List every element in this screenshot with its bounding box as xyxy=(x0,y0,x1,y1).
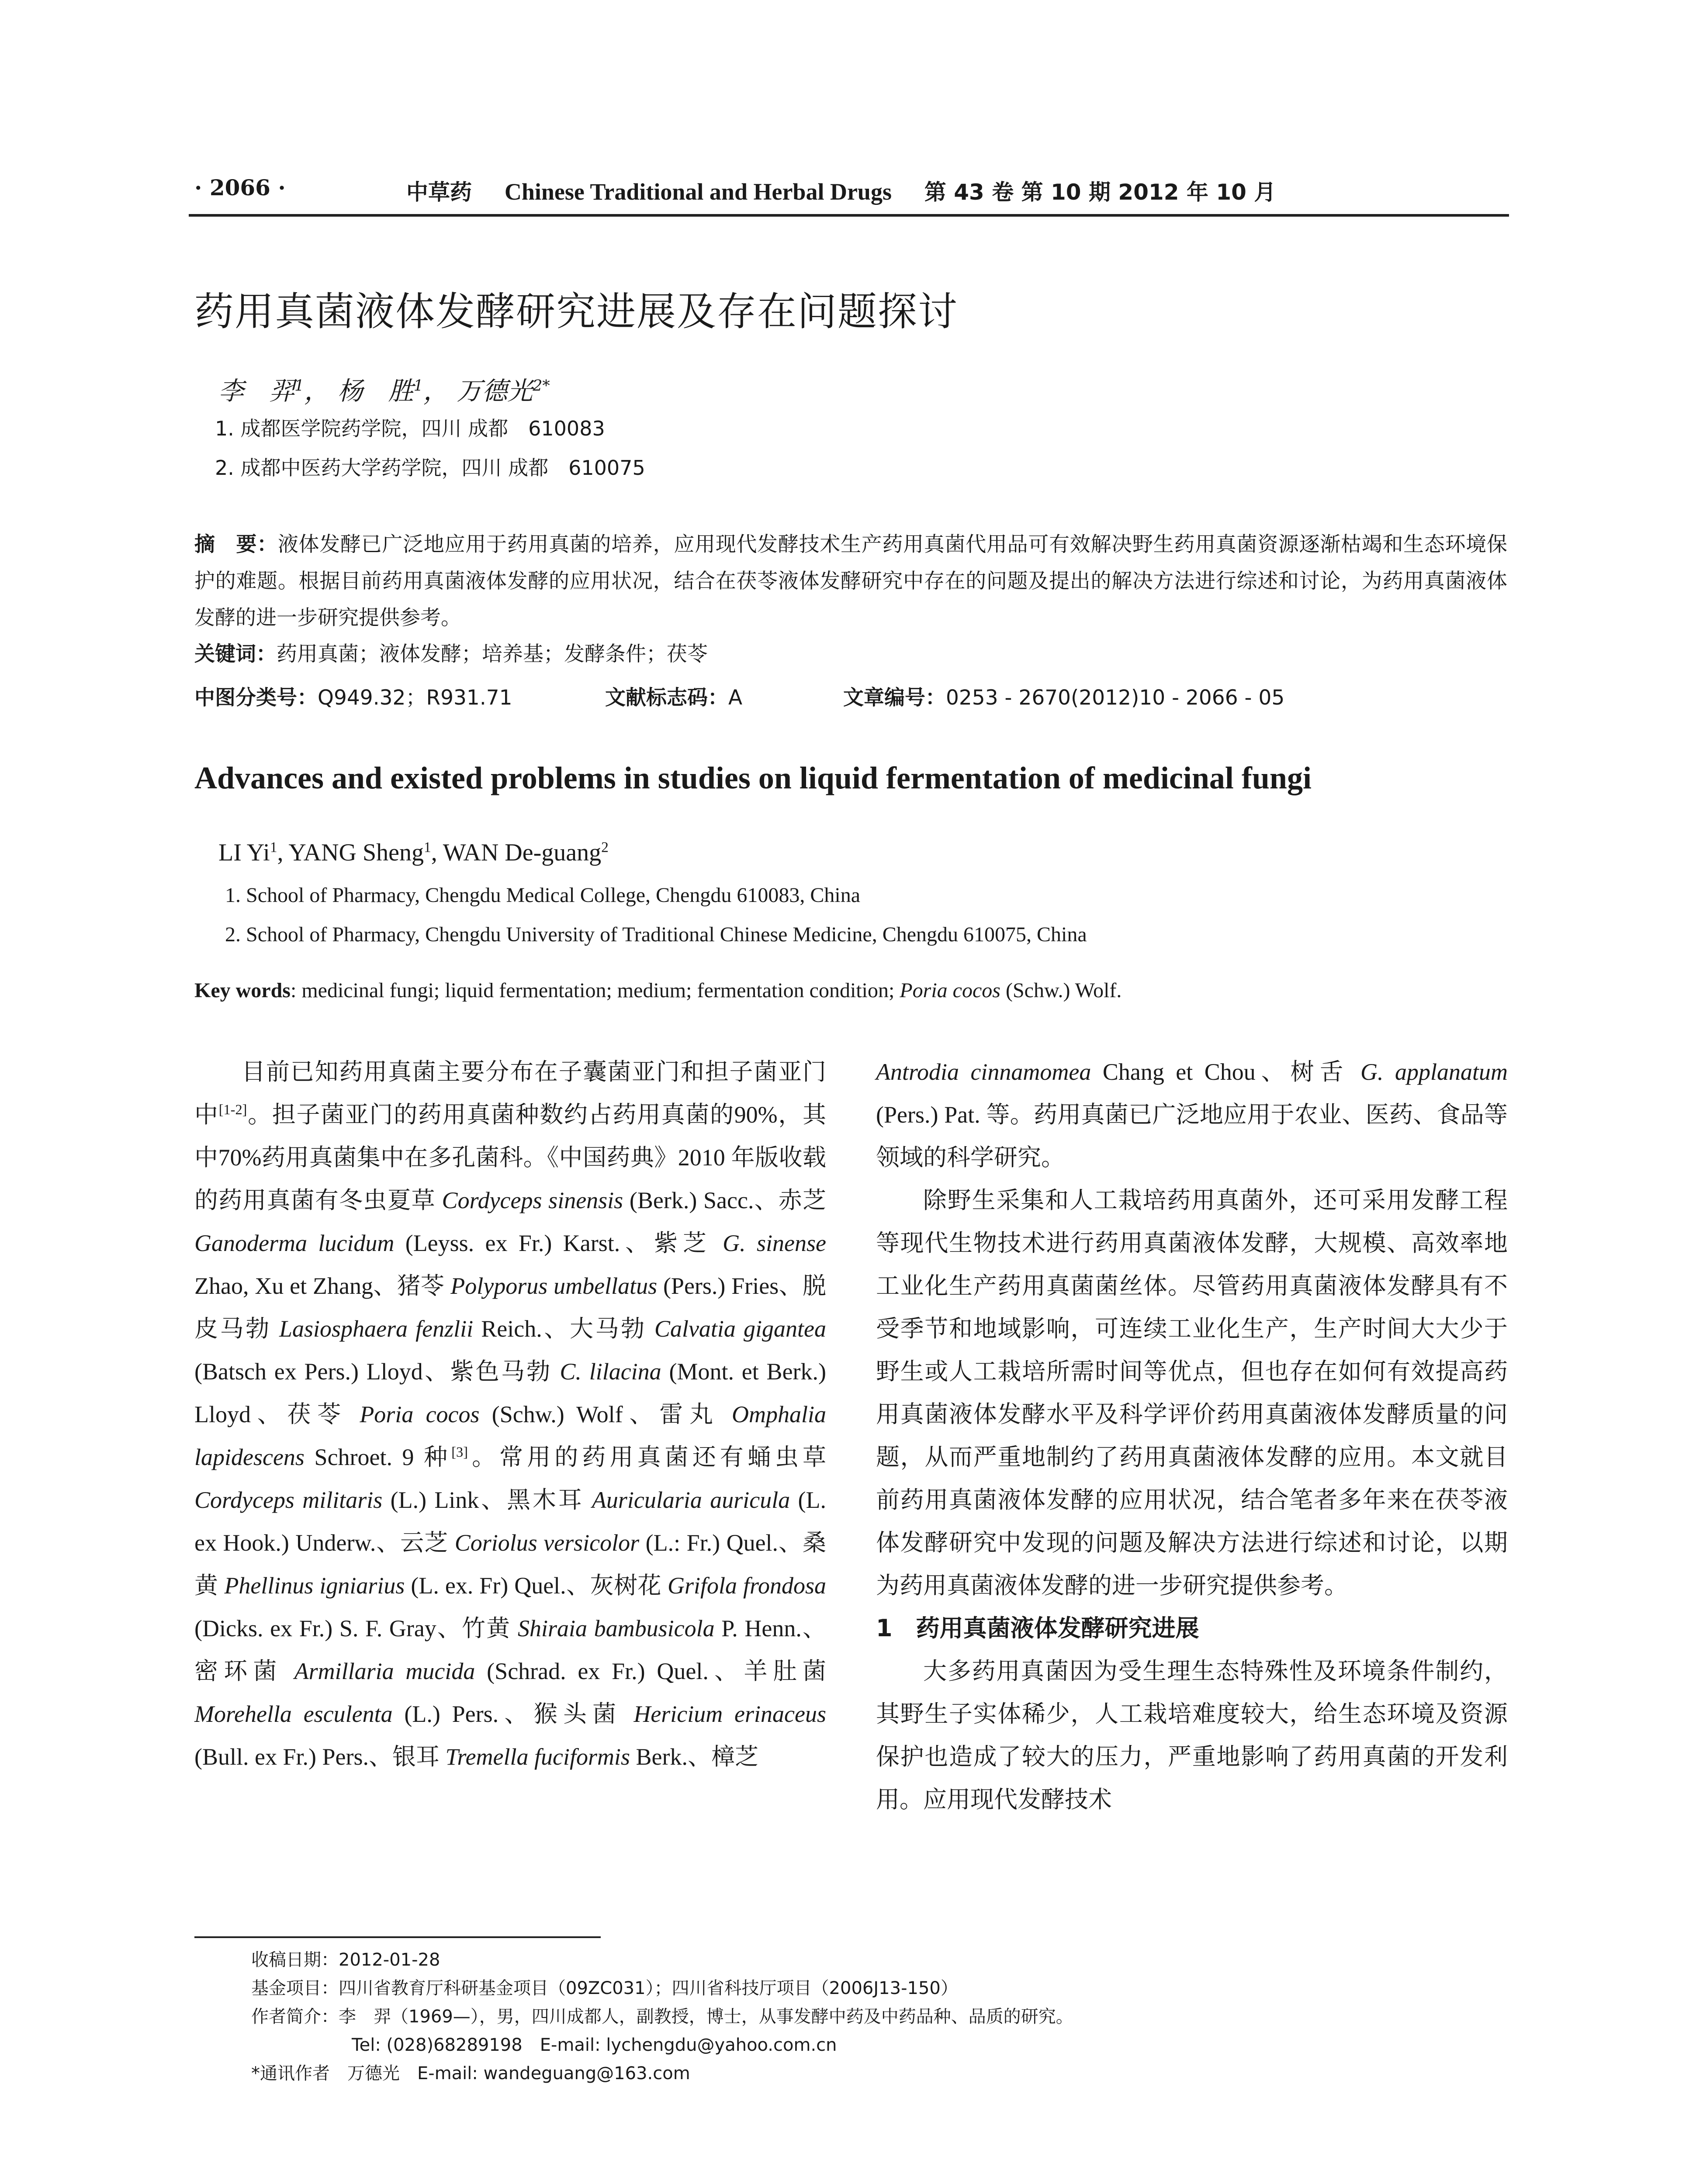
doc-value: A xyxy=(728,686,743,710)
text-run: (Pers.) Fries、脱皮马勃 xyxy=(194,1273,826,1342)
english-author: YANG Sheng xyxy=(288,839,424,866)
text-run: (Batsch ex Pers.) Lloyd、紫色马勃 xyxy=(194,1358,560,1385)
english-keywords-tail: (Schw.) Wolf. xyxy=(1000,979,1122,1002)
clc-value: Q949.32；R931.71 xyxy=(318,686,512,710)
english-author: WAN De-guang xyxy=(443,839,602,866)
footnote-rule xyxy=(194,1936,601,1938)
journal-name-en: Chinese Traditional and Herbal Drugs xyxy=(504,179,892,205)
species-name: Poria cocos xyxy=(360,1401,480,1427)
footnote-received: 收稿日期：2012-01-28 xyxy=(251,1950,440,1970)
journal-header xyxy=(406,175,1276,214)
species-name: Cordyceps sinensis xyxy=(442,1187,623,1213)
text-run: (L.: Fr.) Quel.、桑黄 xyxy=(194,1530,826,1599)
species-name: Hericium erinaceus xyxy=(633,1701,826,1727)
section-heading: 1 药用真菌液体发酵研究进展 xyxy=(876,1614,1199,1642)
species-name: Omphalia lapidescens xyxy=(194,1401,826,1470)
affiliation-2: 2. 成都中医药大学药学院，四川 成都 610075 xyxy=(215,456,645,480)
english-author-list: LI Yi$^1$, YANG Sheng$^1$, WAN De-guang$^2$ xyxy=(218,839,609,866)
keywords-text: 药用真菌；液体发酵；培养基；发酵条件；茯苓 xyxy=(277,642,708,666)
text-run: Berk.、樟芝 xyxy=(630,1744,758,1770)
english-affiliation-2: 2. School of Pharmacy, Chengdu University of Traditional Chinese Medicine, Chengdu 610075, China xyxy=(225,923,1087,946)
species-name: Polyporus umbellatus xyxy=(450,1273,658,1299)
footnote-contact: Tel: (028)68289198 E-mail: lychengdu@yahoo.com.cn xyxy=(352,2035,837,2055)
paragraph: 大多药用真菌因为受生理生态特殊性及环境条件制约，其野生子实体稀少，人工栽培难度较大，给生态环境及资源保护也造成了较大的压力，严重地影响了药用真菌的开发利用。应用现代发酵技术 xyxy=(876,1658,1508,1813)
clc-number xyxy=(194,681,512,711)
doc-label: 文献标志码： xyxy=(605,686,728,710)
keywords-cn xyxy=(194,638,708,667)
species-name: Grifola frondosa xyxy=(667,1572,826,1599)
species-name: Antrodia cinnamomea xyxy=(876,1059,1091,1085)
text-run: P. Henn.、密环菌 xyxy=(194,1615,826,1684)
species-name: Auricularia auricula xyxy=(592,1487,790,1513)
species-name: G. applanatum xyxy=(1360,1059,1508,1085)
text-run: (Dicks. ex Fr.) S. F. Gray、竹黄 xyxy=(194,1615,518,1641)
author-name: 杨 胜 xyxy=(337,376,414,406)
species-name: Phellinus igniarius xyxy=(224,1572,405,1599)
journal-issue: 第 43 卷 第 10 期 2012 年 10 月 xyxy=(924,180,1276,205)
keywords-label: 关键词： xyxy=(194,642,277,666)
footnote-bio: 作者简介：李 羿（1969—），男，四川成都人，副教授，博士，从事发酵中药及中药品种、品质的研究。 xyxy=(251,2007,1073,2027)
text-run: (L. ex. Fr) Quel.、灰树花 xyxy=(405,1572,668,1599)
species-name: C. lilacina xyxy=(560,1358,661,1385)
english-affiliation-1: 1. School of Pharmacy, Chengdu Medical College, Chengdu 610083, China xyxy=(225,884,860,907)
author-name: 李 羿 xyxy=(218,376,295,406)
author-name: 万德光 xyxy=(457,376,533,406)
affiliation-marker: 1 xyxy=(423,839,431,856)
author-list: 李 羿$^1$， 杨 胜$^1$， 万德光$^{2*}$ xyxy=(218,376,550,406)
english-author: LI Yi xyxy=(218,839,270,866)
doc-code xyxy=(605,681,742,711)
affiliation-marker: 1 xyxy=(270,839,277,856)
text-run: 。担子菌亚门的药用真菌种数约占药用真菌的90%，其中70%药用真菌集中在多孔菌科。《中国药典》2010 年版收载的药用真菌有冬虫夏草 xyxy=(194,1102,827,1213)
species-name: Lasiosphaera fenzlii xyxy=(279,1316,474,1342)
abstract-text: 液体发酵已广泛地应用于药用真菌的培养，应用现代发酵技术生产药用真菌代用品可有效解决野生药用真菌资源逐渐枯竭和生态环境保护的难题。根据目前药用真菌液体发酵的应用状况，结合在茯苓液体发酵研究中存在的问题及提出的解决方法进行综述和讨论，为药用真菌液体发酵的进一步研究提供参考。 xyxy=(194,532,1508,630)
species-name: Poria cocos xyxy=(900,979,1000,1002)
text-run: (L. ex Hook.) Underw.、云芝 xyxy=(194,1487,826,1556)
text-run: 目前已知药用真菌主要分布在子囊菌亚门和担子菌亚门中 xyxy=(194,1059,826,1128)
text-run: Chang et Chou、树舌 xyxy=(1091,1059,1361,1085)
text-run: (Bull. ex Fr.) Pers.、银耳 xyxy=(194,1744,446,1770)
page-number: · 2066 · xyxy=(194,175,286,200)
text-run: 。常用的药用真菌还有蛹虫草 xyxy=(468,1444,827,1470)
species-name: Cordyceps militaris xyxy=(194,1487,383,1513)
english-keywords xyxy=(194,978,1121,1002)
species-name: Shiraia bambusicola xyxy=(517,1615,715,1641)
citation: [3] xyxy=(451,1444,468,1460)
footnote-corresponding: *通讯作者 万德光 E-mail: wandeguang@163.com xyxy=(251,2063,690,2084)
species-name: G. sinense xyxy=(723,1230,826,1256)
text-run: Zhao, Xu et Zhang、猪苓 xyxy=(194,1273,451,1299)
article-number-value: 0253 - 2670(2012)10 - 2066 - 05 xyxy=(946,686,1285,710)
text-run: (L.) Pers.、猴头菌 xyxy=(392,1701,634,1727)
paragraph xyxy=(876,1051,1508,1179)
abstract-label: 摘 要： xyxy=(194,532,278,556)
text-run: (L.) Link、黑木耳 xyxy=(382,1487,592,1513)
article-number xyxy=(843,681,1284,711)
body-column-left xyxy=(194,1051,826,1778)
text-run: Schroet. 9 种 xyxy=(304,1444,452,1470)
paragraph: 除野生采集和人工栽培药用真菌外，还可采用发酵工程等现代生物技术进行药用真菌液体发酵，大规模、高效率地工业化生产药用真菌菌丝体。尽管药用真菌液体发酵具有不受季节和地域影响，可连续工业化生产，生产时间大大少于野生或人工栽培所需时间等优点，但也存在如何有效提高药用真菌液体发酵水平及科学评价药用真菌液体发酵质量的问题，从而严重地制约了药用真菌液体发酵的应用。本文就目前药用真菌液体发酵的应用状况，结合笔者多年来在茯苓液体发酵研究中发现的问题及解决方法进行综述和讨论，以期为药用真菌液体发酵的进一步研究提供参考。 xyxy=(876,1187,1508,1599)
abstract xyxy=(194,526,1507,636)
species-name: Morehella esculenta xyxy=(194,1701,393,1727)
text-run: (Pers.) Pat. 等。药用真菌已广泛地应用于农业、医药、食品等领域的科学研究。 xyxy=(876,1102,1508,1171)
clc-label: 中图分类号： xyxy=(194,686,318,710)
journal-name-cn: 中草药 xyxy=(406,180,472,205)
affiliation-marker: 2 xyxy=(601,839,609,856)
text-run: (Leyss. ex Fr.) Karst.、紫芝 xyxy=(394,1230,723,1256)
species-name: Coriolus versicolor xyxy=(454,1530,640,1556)
text-run: Reich.、大马勃 xyxy=(473,1316,654,1342)
text-run: (Berk.) Sacc.、赤芝 xyxy=(623,1187,826,1213)
article-title: 药用真菌液体发酵研究进展及存在问题探讨 xyxy=(194,289,958,335)
body-column-right xyxy=(876,1051,1508,1821)
text-run: (Schrad. ex Fr.) Quel.、羊肚菌 xyxy=(475,1658,827,1684)
english-keywords-label: Key words xyxy=(194,979,291,1002)
species-name: Ganoderma lucidum xyxy=(194,1230,395,1256)
affiliation-marker: 1 xyxy=(413,377,423,395)
text-run: (Mont. et Berk.) Lloyd、茯苓 xyxy=(194,1358,827,1427)
header-rule xyxy=(189,214,1509,217)
footnote-fund: 基金项目：四川省教育厅科研基金项目（09ZC031）；四川省科技厅项目（2006J13-150） xyxy=(251,1978,958,1998)
english-title: Advances and existed problems in studies on liquid fermentation of medicinal fungi xyxy=(194,760,1312,795)
species-name: Tremella fuciformis xyxy=(445,1744,630,1770)
species-name: Calvatia gigantea xyxy=(654,1316,827,1342)
affiliation-marker: 1 xyxy=(294,377,305,395)
article-number-label: 文章编号： xyxy=(843,686,946,710)
species-name: Armillaria mucida xyxy=(294,1658,475,1684)
paragraph xyxy=(194,1051,826,1778)
affiliation-marker: 2* xyxy=(533,377,550,395)
text-run: (Schw.) Wolf、雷丸 xyxy=(479,1401,732,1427)
affiliation-1: 1. 成都医学院药学院，四川 成都 610083 xyxy=(215,417,605,440)
citation: [1-2] xyxy=(218,1102,247,1118)
english-keywords-text: : medicinal fungi; liquid fermentation; medium; fermentation condition; xyxy=(290,979,900,1002)
